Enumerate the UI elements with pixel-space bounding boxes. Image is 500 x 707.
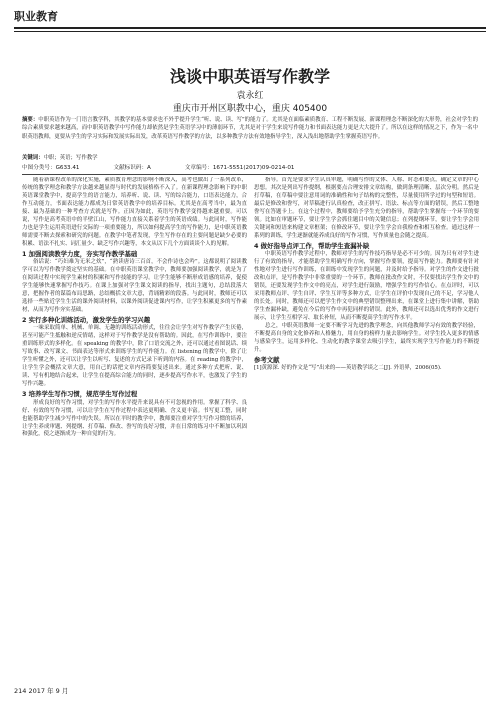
abstract-label: 摘要： bbox=[22, 117, 39, 123]
section-heading: 4 做好指导点评工作，帮助学生查漏补缺 bbox=[254, 241, 370, 250]
section-heading: 1 加强阅读教学力度，夯实写作教学基础 bbox=[22, 249, 138, 258]
article-author: 袁永红 bbox=[236, 91, 264, 101]
body-paragraph: 俗话说：“巧妇难为无米之炊”，“熟读唐诗三百首，不会作诗也会吟”。这都说明了阅读教学可以为写作教学奠定坚实的基础。在中职英语课堂教学中，教师要加强阅读教学，就是为了在阅读过程中实现学生素材的积累和写作技能的学习。让学生能够不断形成语感的培养，促使学生能够快速掌握写作技巧。在课上加强对学生课文阅读的指导，找出主题句，总结段落大意，把握作者的谋篇布局思路，总结概括文章大意，背诵精彩的段落。与此同时，教师还可以选择一些贴近学生生活的课外阅读材料，以课外阅读促进课内写作，让学生积累更多的写作素材，从而为写作夯实基础。 bbox=[22, 259, 247, 313]
body-paragraph: 总之，中职英语教师一定要不断学习先进的教学理念，向其他教师学习有效的教学经验，不断提高自身的文化修养和人格魅力，用自身的榜样力量去影响学生。对学生投入更多的情感与感染学生，运用多样化、生动化的教学课堂去吸引学生，最终实现学生写作能力的不断提升。 bbox=[254, 322, 479, 353]
article-affiliation: 重庆市开州区职教中心，重庆 405400 bbox=[172, 104, 328, 114]
section-heading: 参考文献 bbox=[254, 355, 280, 364]
page-footer: 214 2017 年 9 月 bbox=[14, 687, 69, 695]
header-rule-thick bbox=[14, 27, 486, 29]
article-number: 文章编号：1671-5551(2017)09-0214-01 bbox=[184, 165, 295, 171]
clc-number: 中图分类号：G633.41 bbox=[22, 165, 80, 171]
abstract-block bbox=[22, 116, 478, 141]
section-heading: 2 实行多种化训练活动，激发学生的学习兴趣 bbox=[22, 315, 151, 324]
classification-row bbox=[22, 163, 478, 171]
document-code: 文献标识码：A bbox=[113, 165, 151, 171]
meta-divider bbox=[22, 174, 478, 175]
right-text-column bbox=[254, 177, 479, 652]
journal-section-header: 职业教育 bbox=[14, 10, 58, 23]
body-paragraph: 指导。首先是要求学生认真审题，明确写作的文体、人称、时态和要点，确定文章的中心思想。其次是列出写作提纲，根据要点合理安排文章结构，做到条理清晰、层次分明。然后是打草稿，在草稿中要注意用词的准确性和句子结构的完整性，尽量使用所学过的句型和短语。最后是修改和誊写，对草稿进行认真检查，改正拼写、语法、标点等方面的错误，然后工整地誊写在答题卡上。在这个过程中，教师要给予学生充分的指导，帮助学生掌握每一个环节的要领。比如在审题环节，要让学生学会抓住题目中的关键信息；在列提纲环节，要让学生学会用关键词和短语来构建文章框架；在修改环节，要让学生学会自我检查和相互检查。通过这样一系列的训练，学生逐渐就能养成良好的写作习惯，写作质量也会随之提高。 bbox=[254, 177, 479, 239]
left-text-column bbox=[22, 177, 247, 652]
keywords-block bbox=[22, 153, 478, 161]
keywords-label: 关键词： bbox=[22, 155, 44, 161]
body-paragraph: 形成良好的写作习惯，对学生的写作水平提升来说具有不可忽视的作用。掌握了科学、良好、有效的写作习惯，可以让学生在写作过程中表达更明确、含义更丰富。书写更工整，同时也能帮助学生减少写作中的失误。所以在平时的教学中，教师要注重对学生写作习惯的培养，让学生养成审题、列提纲、打草稿、修改、誊写的良好习惯，并在日常的练习中不断加以巩固和强化，使之逐渐成为一种自觉的行为。 bbox=[22, 399, 247, 438]
section-heading: 3 培养学生写作习惯，规范学生写作过程 bbox=[22, 390, 138, 399]
reference-item: [1]黄源深. 好的作文是“写”出来的——英语教学谈之二[J]. 外语界，2006(05). bbox=[254, 365, 442, 372]
body-paragraph: 中职英语写作教学过程中，教师对学生的写作技巧指导是必不可少的。因为只有对学生进行了有效的指导，才能帮助学生明确写作方向，掌握写作要领，提高写作能力。教师要有针对性地对学生进行写作训练，在训练中发现学生的问题，并及时给予指导。对学生的作文进行批改和点评，是写作教学中非常重要的一个环节。教师在批改作文时，不仅要找出学生作文中的错误，还要发现学生作文中的亮点，对学生进行鼓励，增强学生的写作信心。在点评时，可以采用教师点评、学生自评、学生互评等多种方式，让学生在评价中发现自己的不足，学习他人的长处。同时，教师还可以把学生作文中的典型错误整理出来，在课堂上进行集中讲解，帮助学生查漏补缺，避免在今后的写作中再犯同样的错误。此外，教师还可以选出优秀的作文进行展示，让学生互相学习、取长补短，从而不断提高学生的写作水平。 bbox=[254, 251, 479, 321]
body-paragraph: 随着新课程改革的深化实施，素质教育理念的影响不断深入，高考也做出了一系列改革，传统的教学理念和教学方法越来越显得与时代的发展格格不入了。在新课程理念影响下的中职英语课堂教学中，提高学生的语言能力，培养听、说、读、写的综合能力，口语表达能力，合作互动能力，书面表达能力都成为日常英语教学中的培养目标。尤其是在高考当中，最为直接、最为基础的一种考查方式就是写作。正因为如此，英语写作教学变得越来越重要。可以说，写作是高考英语中的半壁江山，写作能力直接关系着学生的英语成绩。与此同时，写作能力也是学生运用英语进行交际的一项重要能力，所以如何提高学生的写作能力，是中职英语教师需要不断去探索和研究的问题。在教学中笔者发现，学生写作存在的主要问题是缺少必要的积累、语法不扎实、词汇量少、缺乏写作兴趣等，本文从以下几个方面谈谈个人的见解。 bbox=[22, 177, 247, 247]
abstract-text: 中职英语作为一门语言教学科，其教学的基本要求也不外乎提升学生“听、说、读、写”的能力了。尤其是在面临素质教育、工程不断发展、新课程理念不断深化的大形势，社会对学生的综合素质要求越来越高，而中职英语教学中写作能力却依然是学生英语学习中的薄弱环节，尤其是对于学生来说写作能力和书面表达能力更是大大提升了。所以在这样的情况之下，作为一名中职英语教师，更要从学生的学习实际和发展实际出发，改革英语写作教学的方法，以多种教学方法有效地指导学生，深入浅出地帮助学生掌握英语写作。 bbox=[22, 117, 478, 140]
article-title: 浅谈中职英语写作教学 bbox=[169, 67, 330, 86]
header-rule-thin bbox=[14, 31, 486, 32]
keywords-text: 中职；英语；写作教学 bbox=[43, 155, 98, 161]
body-paragraph: 一味采取简单、机械、单调、无趣的训练活动形式，往往会让学生对写作教学产生厌倦，甚至可能产生抵触和逆反情绪，这样对于写作教学是没有帮助的。因此，在写作训练中，要注重训练形式的多样化。在 speaking 的教学中，除了口语交流之外，还可以通过看图说话、续写故事、改写课文、书面表达等形式来训练学生的写作能力。在 listening 的教学中，除了让学生听懂之外，还可以让学生以听写、复述的方式记录下听到的内容。在 reading 的教学中，让学生学会概括文章大意，用自己的话把文章内容简要复述出来。通过多种方式把听、说、读、写有机地结合起来，让学生在提高综合能力的同时，逐步提高写作水平，也激发了学生的写作兴趣。 bbox=[22, 325, 247, 388]
